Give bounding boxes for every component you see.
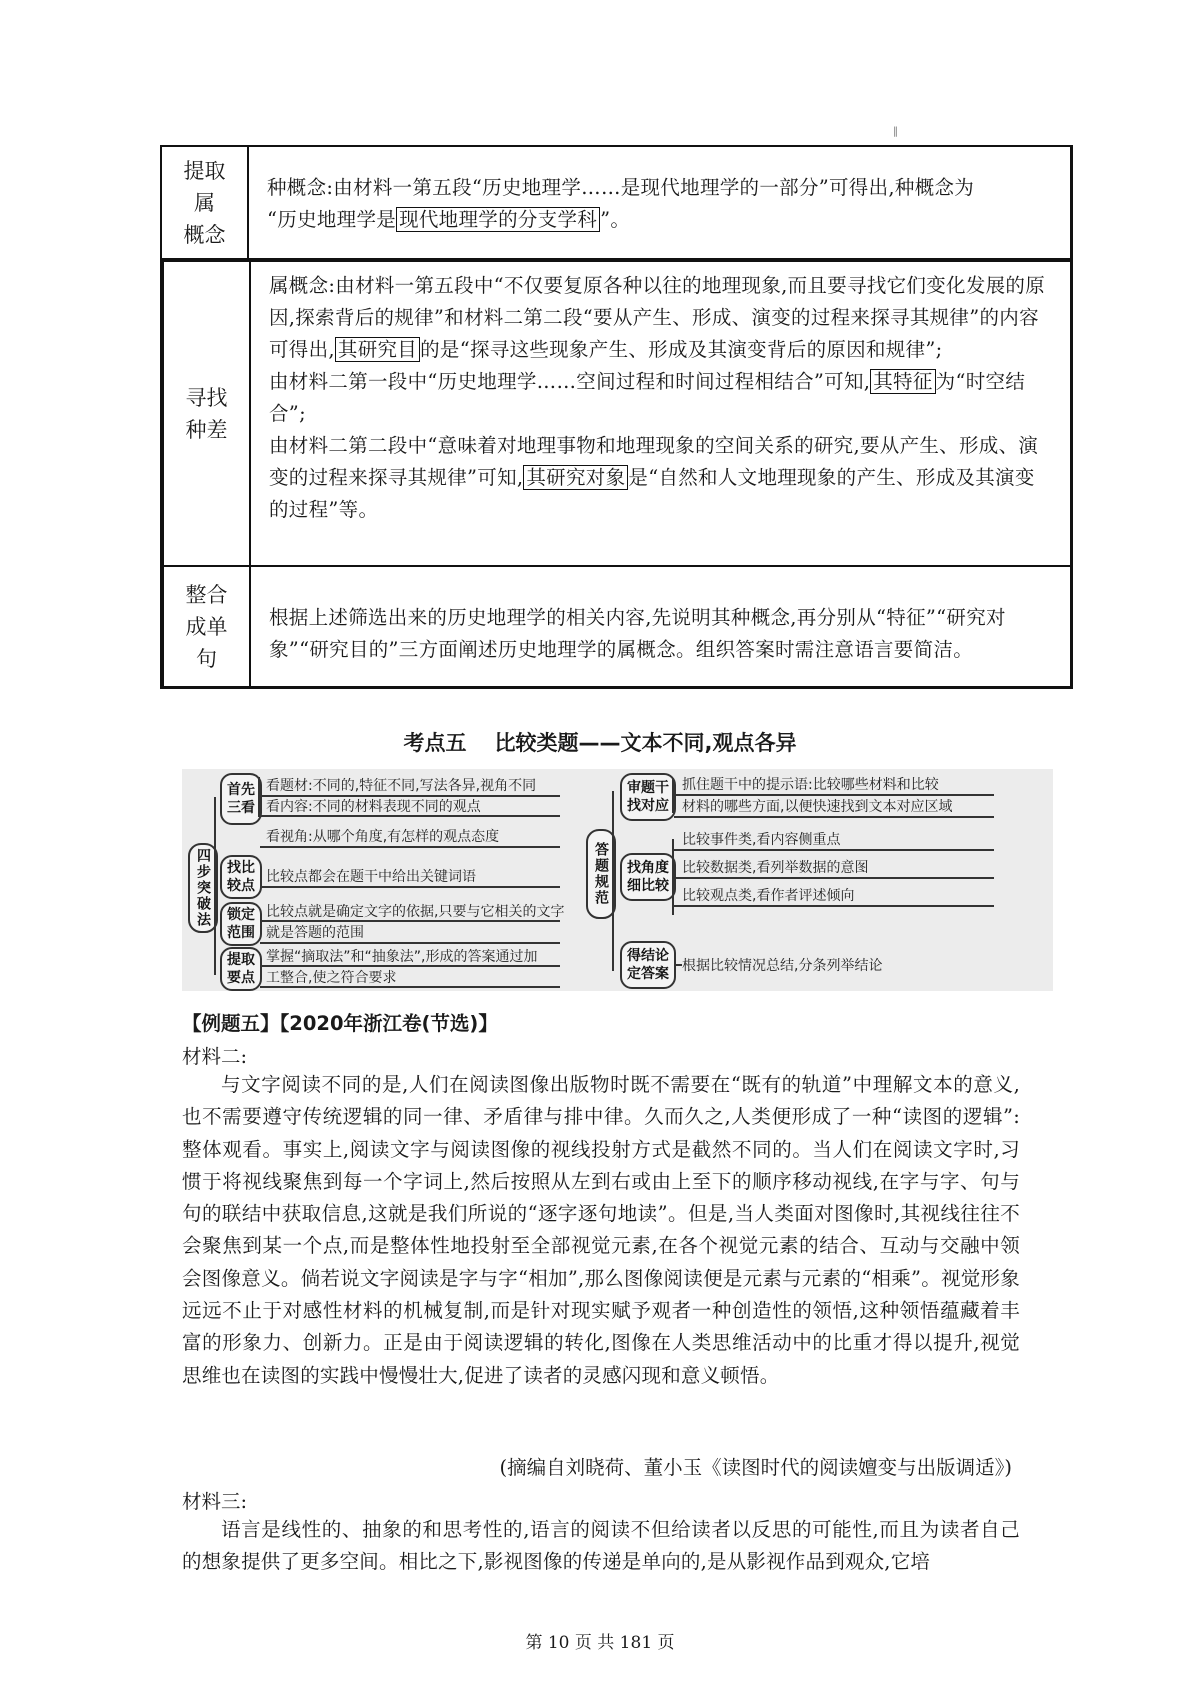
mindmap-item: 掌握“摘取法”和“抽象法”,形成的答案通过加 (266, 949, 538, 965)
mindmap-root-right: 答题规范 (586, 829, 616, 919)
row-label: 寻找 种差 (164, 262, 251, 565)
mindmap-item: 比较点都会在题干中给出关键词语 (266, 869, 476, 885)
content-paragraph: 由材料二第二段中“意味着对地理事物和地理现象的空间关系的研究,要从产生、形成、演变的过程来探寻其规律”可知, 其研究对象 是“自然和人文地理现象的产生、形成及其演变的过程”等。 (269, 434, 1039, 521)
mindmap-node: 审题干找对应 (620, 773, 676, 821)
table-row (160, 260, 1073, 567)
analysis-table (160, 145, 1073, 689)
mindmap-item: 根据比较情况总结,分条列举结论 (682, 958, 883, 974)
mindmap-item: 就是答题的范围 (266, 925, 364, 941)
material-paragraph: 与文字阅读不同的是,人们在阅读图像出版物时既不需要在“既有的轨道”中理解文本的意义,也不需要遵守传统逻辑的同一律、矛盾律与排中律。久而久之,人类便形成了一种“读图的逻辑”:整体观看。事实上,阅读文字与阅读图像的视线投射方式是截然不同的。当人们在阅读文字时,习惯于将视线聚焦到每一个字词上,然后按照从左到右或由上至下的顺序移动视线,在字与字、句与句的联结中获取信息,这就是我们所说的“逐字逐句地读”。但是,当人类面对图像时,其视线往往不会聚焦到某一个点,而是整体性地投射至全部视觉元素,在各个视觉元素的结合、互动与交融中领会图像意义。倘若说文字阅读是字与字“相加”,那么图像阅读便是元素与元素的“相乘”。视觉形象远远不止于对感性材料的机械复制,而是针对现实赋予观者一种创造性的领悟,这种领悟蕴藏着丰富的形象力、创新力。正是由于阅读逻辑的转化,图像在人类思维活动中的比重才得以提升,视觉思维也在读图的实践中慢慢壮大,促进了读者的灵感闪现和意义顿悟。 (182, 1073, 1020, 1387)
row-content: 根据上述筛选出来的历史地理学的相关内容,先说明其种概念,再分别从“特征”“研究对象”“研究目的”三方面阐述历史地理学的属概念。组织答案时需注意语言要简洁。 (269, 606, 1006, 661)
boxed-keyword: 其研究对象 (523, 465, 628, 490)
boxed-keyword: 现代地理学的分支学科 (396, 207, 600, 232)
mindmap-item: 比较观点类,看作者评述倾向 (682, 888, 855, 904)
mindmap-node: 锁定范围 (220, 902, 262, 946)
mindmap-node: 得结论定答案 (620, 941, 676, 989)
boxed-keyword: 其研究目 (335, 337, 420, 362)
material-label: 材料三: (182, 1490, 248, 1513)
mindmap-item: 材料的哪些方面,以便快速找到文本对应区域 (682, 799, 953, 815)
mindmap-item: 看视角:从哪个角度,有怎样的观点态度 (266, 829, 500, 845)
content-paragraph: 由材料二第一段中“历史地理学……空间过程和时间过程相结合”可知, 其特征 为“时空结合”; (269, 370, 1026, 425)
table-row (160, 565, 1073, 689)
material-paragraph: 语言是线性的、抽象的和思考性的,语言的阅读不但给读者以反思的可能性,而且为读者自己的想象提供了更多空间。相比之下,影视图像的传递是单向的,是从影视作品到观众,它培 (182, 1518, 1020, 1574)
mindmap-node: 提取要点 (220, 947, 262, 991)
page-mark: ‖ (893, 126, 898, 137)
row-label: 整合 成单 句 (164, 567, 251, 686)
mindmap-item: 比较数据类,看列举数据的意图 (682, 860, 869, 876)
mindmap-item: 比较点就是确定文字的依据,只要与它相关的文字 (266, 904, 565, 920)
mindmap-item: 抓住题干中的提示语:比较哪些材料和比较 (682, 777, 939, 793)
mind-map-figure (182, 769, 1053, 991)
mindmap-node: 首先三看 (220, 773, 262, 825)
row-content (269, 270, 1052, 526)
page-footer: 第 10 页 共 181 页 (525, 1633, 675, 1653)
mindmap-item: 看内容:不同的材料表现不同的观点 (266, 799, 481, 815)
mindmap-node: 找比较点 (220, 855, 262, 899)
section-heading: 考点五 比较类题——文本不同,观点各异 (403, 731, 797, 755)
mindmap-item: 看题材:不同的,特征不同,写法各异,视角不同 (266, 778, 537, 794)
row-label: 提取 属 概念 (162, 147, 249, 258)
mindmap-item: 比较事件类,看内容侧重点 (682, 832, 841, 848)
mindmap-root-left: 四步突破法 (188, 843, 218, 933)
example-title: 【例题五】【2020年浙江卷(节选)】 (182, 1012, 498, 1035)
boxed-keyword: 其特征 (870, 369, 935, 394)
mindmap-item: 工整合,使之符合要求 (266, 970, 397, 986)
material-label: 材料二: (182, 1045, 248, 1068)
table-row (160, 145, 1073, 260)
source-citation: (摘编自刘晓荷、董小玉《读图时代的阅读嬗变与出版调适》) (499, 1456, 1012, 1479)
content-paragraph: 属概念:由材料一第五段中“不仅要复原各种以往的地理现象,而且要寻找它们变化发展的原因,探索背后的规律”和材料二第二段“要从产生、形成、演变的过程来探寻其规律”的内容可得出, 其研究目 的是“探寻这些现象产生、形成及其演变背后的原因和规律”; (269, 274, 1046, 361)
row-content: 种概念:由材料一第五段“历史地理学……是现代地理学的一部分”可得出,种概念为 “历史地理学是 现代地理学的分支学科 ”。 (267, 176, 975, 231)
mindmap-node: 找角度细比较 (620, 853, 676, 901)
